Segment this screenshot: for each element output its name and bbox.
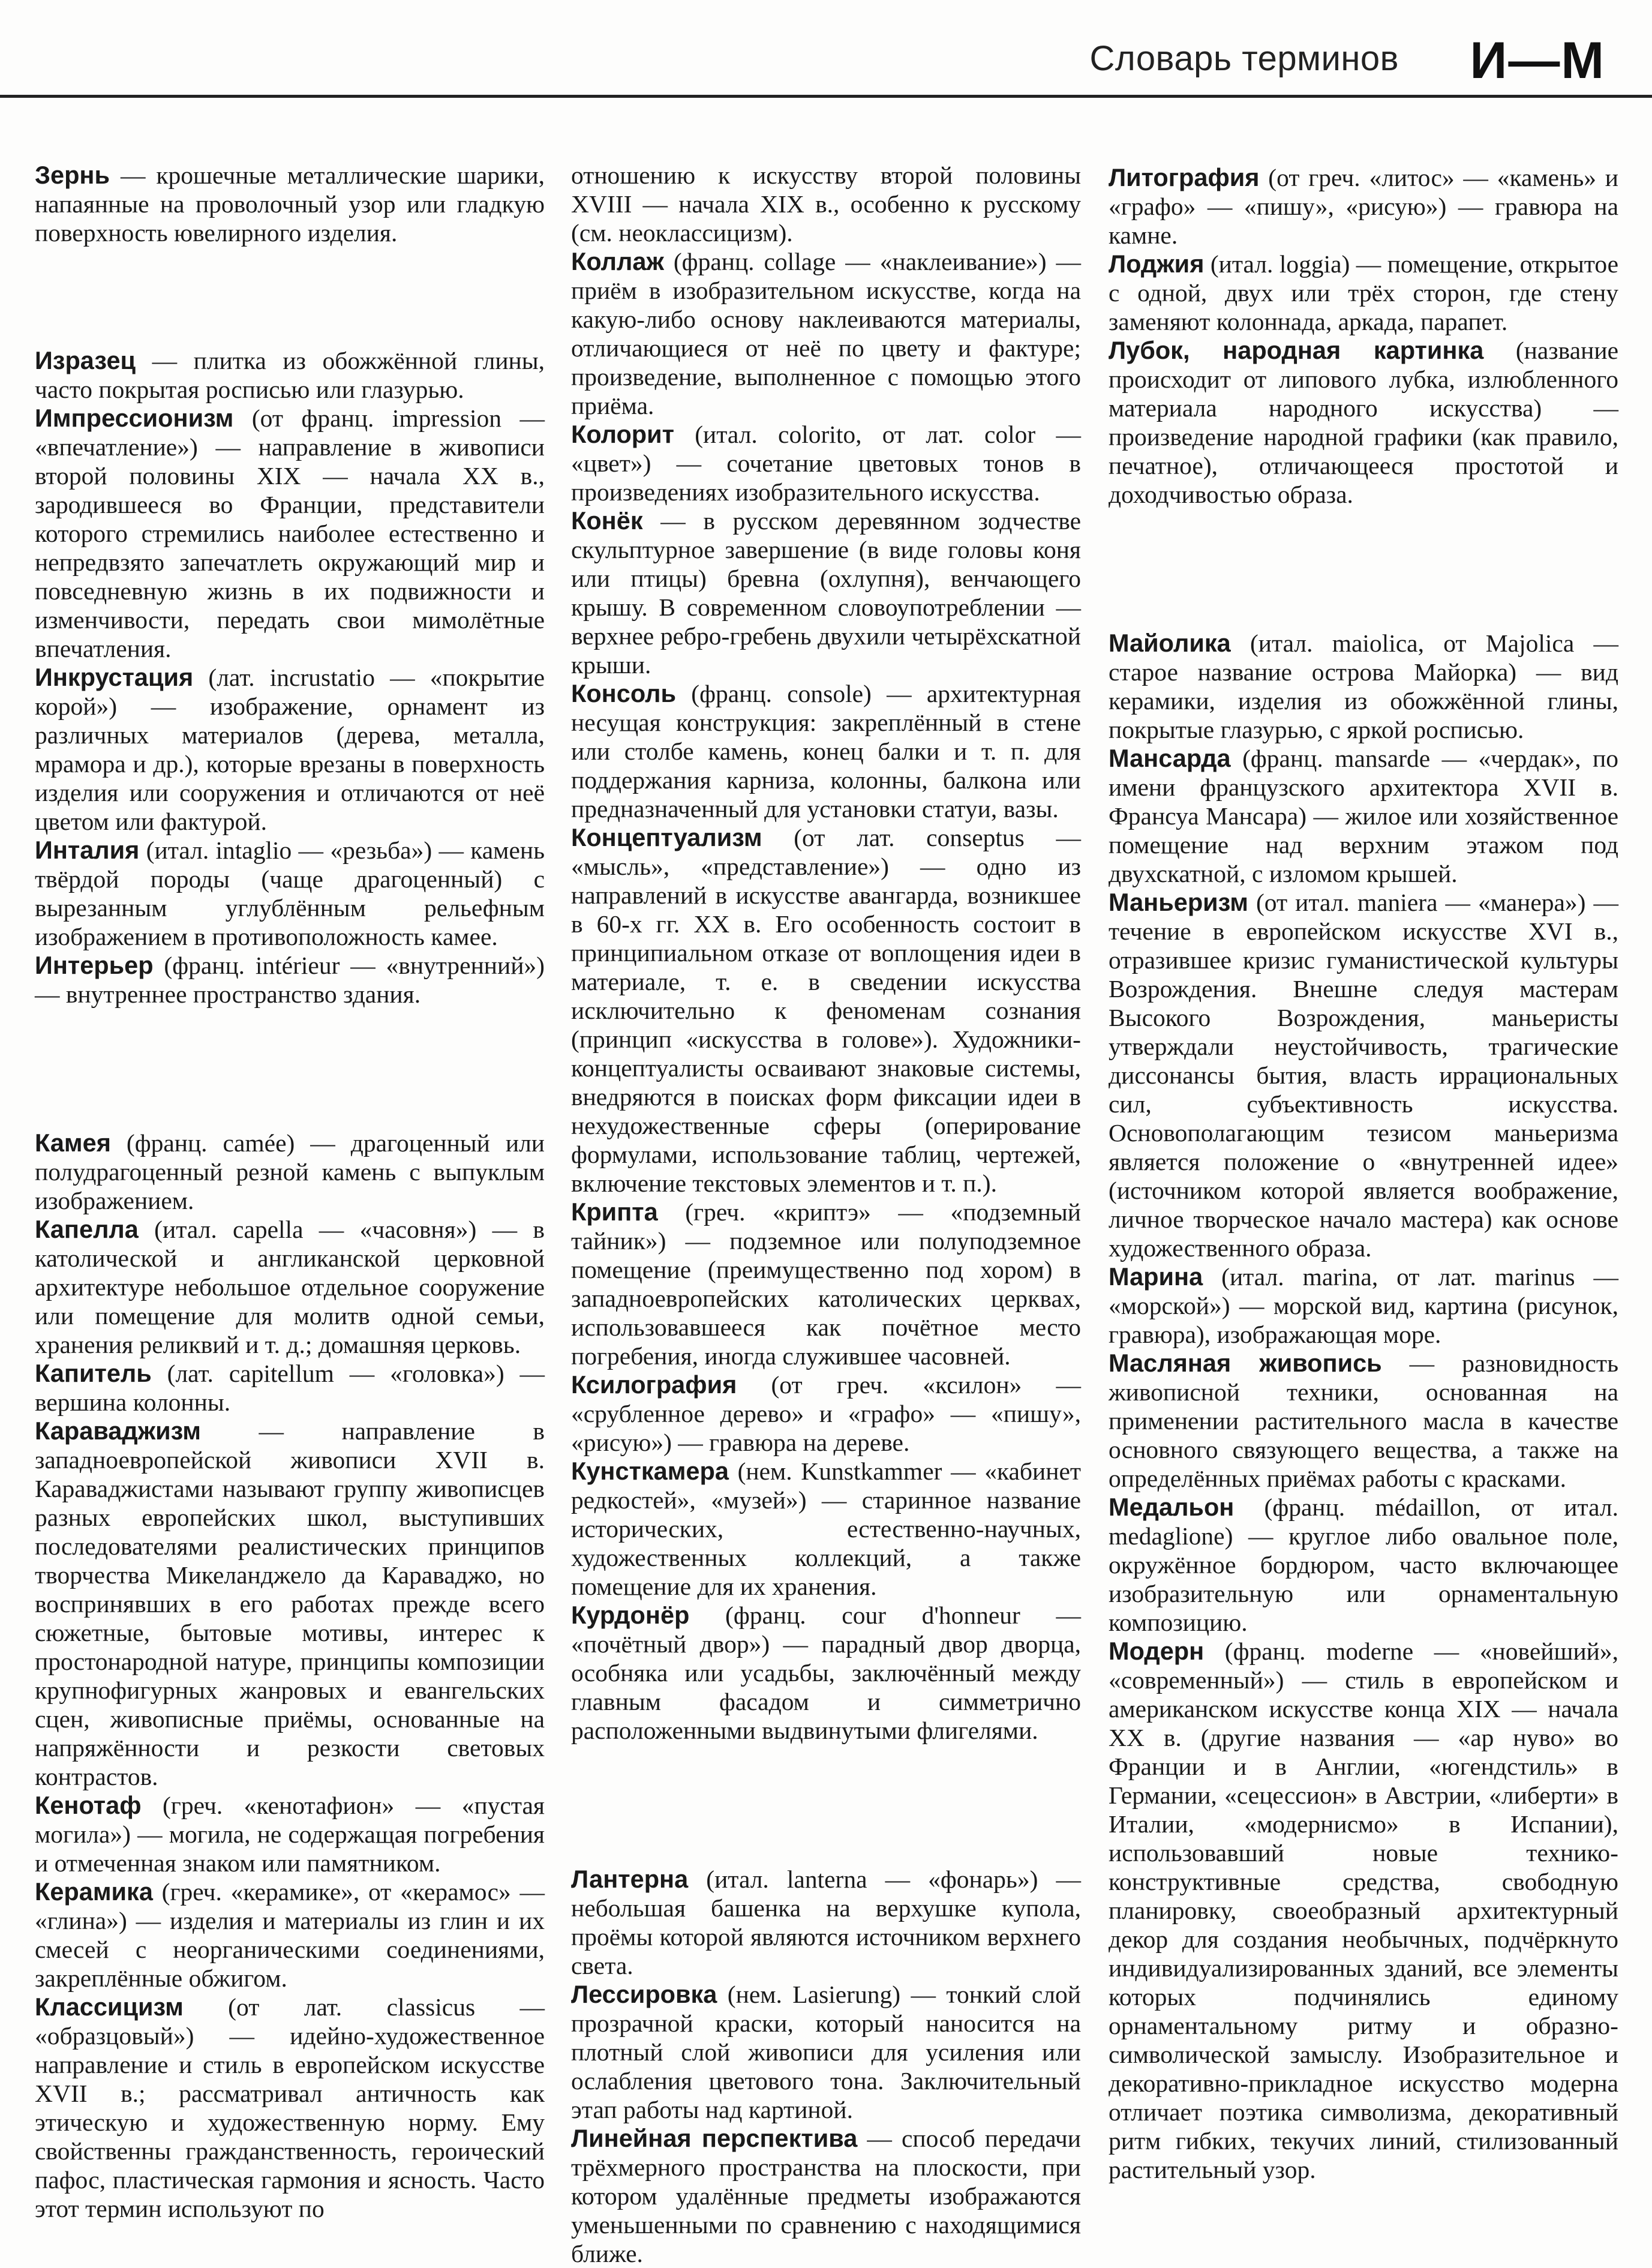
- entry-definition: (греч. «керамике», от «керамос» — «глина») — изделия и материалы из глин и их смесей с неорганическими соединениями, закреплённые обжигом.: [35, 1878, 545, 1992]
- glossary-entry: [571, 247, 1081, 420]
- page-header-title: Словарь терминов: [1089, 39, 1399, 78]
- entry-definition: (лат. capitellum — «головка») — вершина колонны.: [35, 1360, 545, 1416]
- entry-definition: (от греч. «ксилон» — «срубленное дерево» и «графо» — «пишу», «рисую») — гравюра на дереве.: [571, 1371, 1081, 1456]
- entry-definition: (греч. «кенотафион» — «пустая могила») — могила, не содержащая погребения и отмеченная знаком или памятником.: [35, 1792, 545, 1877]
- glossary-entry: [1109, 163, 1618, 250]
- entry-term: Инталия: [35, 836, 140, 864]
- entry-definition: — направление в западноевропейской живописи XVII в. Караваджистами называют группу живописцев разных европейских школ, выступивших последователями реалистических принципов творчества Микеланджело да Караваджо, но воспринявших в его работах прежде всего сюжетные, бытовые мотивы, интерес к простонародной натуре, принципы композиции крупнофигурных жанровых и евангельских сцен, живописные приёмы, основанные на напряжённости и резкости световых контрастов.: [35, 1417, 545, 1790]
- glossary-entry: [35, 1129, 545, 1215]
- glossary-entry: [35, 1993, 545, 2223]
- section-gap: [1109, 509, 1618, 629]
- entry-definition: (итал. marina, от лат. marinus — «морской») — морской вид, картина (рисунок, гравюра), изображающая море.: [1109, 1263, 1618, 1348]
- entry-definition: (нем. Kunstkammer — «кабинет редкостей», «музей») — старинное название исторических, естественно-научных, художественных коллекций, а также помещение для их хранения.: [571, 1457, 1081, 1600]
- glossary-entry: [571, 1370, 1081, 1457]
- entry-term: Кунсткамера: [571, 1457, 729, 1485]
- entry-term: Классицизм: [35, 1993, 184, 2021]
- glossary-entry: [571, 506, 1081, 679]
- glossary-entry: [1109, 250, 1618, 336]
- entry-term: Лубок, народная картинка: [1109, 336, 1484, 364]
- entry-term: Импрессионизм: [35, 404, 234, 432]
- entry-term: Интерьер: [35, 951, 154, 979]
- glossary-entry: [35, 404, 545, 663]
- entry-definition: (нем. Lasierung) — тонкий слой прозрачной краски, который наносится на плотный слой живописи для усиления или ослабления цветового тона. Заключительный этап работы над картиной.: [571, 1981, 1081, 2123]
- entry-definition: отношению к искусству второй половины XVIII — начала XIX в., особенно к русскому (см. неоклассицизм).: [571, 161, 1081, 247]
- glossary-entry: [571, 2124, 1081, 2268]
- glossary-entry: [35, 1791, 545, 1877]
- entry-term: Маньеризм: [1109, 888, 1248, 916]
- entry-term: Мансарда: [1109, 744, 1231, 772]
- entry-term: Модерн: [1109, 1637, 1205, 1665]
- entry-definition: — плитка из обожжённой глины, часто покрытая росписью или глазурью.: [35, 347, 545, 403]
- entry-definition: (итал. loggia) — помещение, открытое с одной, двух или трёх сторон, где стену заменяют колоннада, аркада, парапет.: [1109, 250, 1618, 335]
- entry-term: Лантерна: [571, 1865, 689, 1893]
- entry-term: Ксилография: [571, 1370, 737, 1399]
- glossary-entry: [35, 663, 545, 836]
- entry-term: Крипта: [571, 1198, 658, 1226]
- page-header-letters: И—М: [1470, 32, 1605, 89]
- section-gap: [35, 1009, 545, 1129]
- entry-definition: (итал. lanterna — «фонарь») — небольшая башенка на верхушке купола, проёмы которой являются источником верхнего света.: [571, 1865, 1081, 1979]
- glossary-entry: [1109, 1349, 1618, 1493]
- glossary-entry: [35, 161, 545, 247]
- entry-definition: (франц. cour d'honneur — «почётный двор») — парадный двор дворца, особняка или усадьбы, заключённый между главным фасадом и симметрично расположенными выдвинутыми флигелями.: [571, 1601, 1081, 1744]
- entry-term: Курдонёр: [571, 1601, 690, 1629]
- entry-definition: (от греч. «литос» — «камень» и «графо» — «пишу», «рисую») — гравюра на камне.: [1109, 164, 1618, 249]
- entry-definition: — разновидность живописной техники, основанная на применении растительного масла в качестве основного связующего вещества, а также на определённых приёмах работы с красками.: [1109, 1349, 1618, 1492]
- entry-term: Коллаж: [571, 247, 664, 275]
- glossary-entry: [35, 951, 545, 1009]
- entry-term: Линейная перспектива: [571, 2124, 858, 2152]
- entry-term: Майолика: [1109, 629, 1231, 657]
- glossary-entry: [571, 679, 1081, 823]
- glossary-entry: [35, 346, 545, 404]
- glossary-entry: [1109, 629, 1618, 744]
- glossary-entry: [1109, 744, 1618, 888]
- entry-term: Масляная живопись: [1109, 1349, 1382, 1377]
- entry-term: Концептуализм: [571, 823, 762, 851]
- entry-definition: (лат. incrustatio — «покрытие корой») — изображение, орнамент из различных материалов (дерева, металла, мрамора и др.), которые врезаны в поверхность изделия или сооружения и отличаются от неё цветом или фактурой.: [35, 664, 545, 835]
- entry-definition: (от лат. classicus — «образцовый») — идейно-художественное направление и стиль в европейском искусстве XVII в.; рассматривал античность как этическую и художественную норму. Ему свойственны гражданственность, героический пафос, пластическая гармония и ясность. Часто этот термин используют по: [35, 1993, 545, 2222]
- entry-definition: — способ передачи трёхмерного пространства на плоскости, при котором удалённые предметы изображаются уменьшенными по сравнению с находящимися ближе.: [571, 2125, 1082, 2267]
- entry-term: Караваджизм: [35, 1417, 201, 1445]
- column-3: [1109, 163, 1618, 2184]
- entry-definition: (франц. intérieur — «внутренний») — внутреннее пространство здания.: [35, 952, 545, 1008]
- glossary-entry: [35, 1417, 545, 1791]
- glossary-entry: [571, 1457, 1081, 1601]
- entry-definition: (итал. colorito, от лат. color — «цвет») — сочетание цветовых тонов в произведениях изобразительного искусства.: [571, 421, 1081, 506]
- glossary-entry: [1109, 336, 1618, 509]
- entry-term: Колорит: [571, 420, 674, 448]
- glossary-entry: [571, 161, 1081, 247]
- entry-definition: (франц. mansarde — «чердак», по имени французского архитектора XVII в. Франсуа Мансара) — жилое или хозяйственное помещение над верхним этажом под двухскатной, с изломом крышей.: [1109, 745, 1618, 887]
- entry-definition: (франц. camée) — драгоценный или полудрагоценный резной камень с выпуклым изображением.: [35, 1129, 545, 1214]
- entry-definition: (от франц. impression — «впечатление») — направление в живописи второй половины XIX — начала XX в., зародившееся во Франции, представители которого стремились наиболее естественно и непредвзято запечатлеть окружающий мир и повседневную жизнь в их подвижности и изменчивости, передать свои мимолётные впечатления.: [35, 404, 545, 662]
- glossary-entry: [35, 836, 545, 951]
- glossary-entry: [1109, 1262, 1618, 1349]
- entry-definition: (франц. collage — «наклеивание») — приём в изобразительном искусстве, когда на какую-либо основу наклеиваются материалы, отличающиеся от неё по цвету и фактуре; произведение, выполненное с помощью этого приёма.: [571, 248, 1081, 419]
- entry-definition: (итал. capella — «часовня») — в католической и англиканской церковной архитектуре небольшое отдельное сооружение или помещение для молитв одной семьи, хранения реликвий и т. д.; домашняя церковь.: [35, 1216, 545, 1358]
- entry-term: Камея: [35, 1129, 111, 1157]
- entry-term: Инкрустация: [35, 663, 194, 691]
- entry-definition: (франц. console) — архитектурная несущая конструкция: закреплённый в стене или столбе камень, конец балки и т. п. для поддержания карниза, колонны, балкона или предназначенный для установки статуи, вазы.: [571, 680, 1081, 823]
- entry-definition: (итал. intaglio — «резьба») — камень твёрдой породы (чаще драгоценный) с вырезанным углублённым рельефным изображением в противоположность камее.: [35, 836, 545, 950]
- entry-term: Конёк: [571, 506, 643, 535]
- glossary-entry: [1109, 888, 1618, 1262]
- entry-definition: (франц. moderne — «новейший», «современный») — стиль в европейском и американском искусстве конца XIX — начала XX в. (другие названия — «ар нуво» во Франции и в Англии, «югендстиль» в Германии, «сецессион» в Австрии, «либерти» в Италии, «модернисмо» в Испании), использовавший новые технико-конструктивные средства, свободную планировку, своеобразный архитектурный декор для создания необычных, подчёркнуто индивидуализированных зданий, все элементы которых подчинялись единому орнаментальному ритму и образно-символической замыслу. Изобразительное и декоративно-прикладное искусство модерна отличает поэтика символизма, декоративный ритм гибких, текучих линий, стилизованный растительный узор.: [1109, 1637, 1618, 2183]
- entry-term: Зернь: [35, 161, 110, 189]
- entry-term: Кенотаф: [35, 1791, 142, 1819]
- entry-term: Медальон: [1109, 1493, 1235, 1521]
- header-rule: [0, 95, 1652, 98]
- glossary-entry: [571, 823, 1081, 1198]
- glossary-entry: [35, 1359, 545, 1417]
- entry-term: Литография: [1109, 163, 1260, 191]
- column-1: [35, 161, 545, 2223]
- entry-term: Капитель: [35, 1359, 152, 1387]
- entry-term: Изразец: [35, 346, 136, 374]
- glossary-entry: [35, 1215, 545, 1359]
- entry-definition: (от лат. conseptus — «мысль», «представление») — одно из направлений в искусстве авангарда, возникшее в 60-х гг. XX в. Его особенность состоит в принципиальном отказе от воплощения идеи в материале, т. е. в сведении искусства исключительно к феноменам сознания (принцип «искусства в голове»). Художники-концептуалисты осваивают знаковые системы, внедряются в поисках форм фиксации идеи в нехудожественные сферы (оперирование формулами, использование таблиц, чертежей, включение текстовых элементов и т. п.).: [571, 824, 1081, 1197]
- entry-term: Лоджия: [1109, 250, 1205, 278]
- glossary-entry: [1109, 1637, 1618, 2184]
- entry-definition: (греч. «криптэ» — «подземный тайник») — подземное или полуподземное помещение (преимущественно под хором) в западноевропейских католических церквах, использовавшееся как почётное место погребения, иногда служившее часовней.: [571, 1198, 1081, 1370]
- entry-term: Керамика: [35, 1877, 153, 1906]
- entry-term: Марина: [1109, 1262, 1203, 1291]
- glossary-entry: [571, 1865, 1081, 1980]
- entry-term: Капелла: [35, 1215, 139, 1243]
- entry-definition: — крошечные металлические шарики, напаянные на проволочный узор или гладкую поверхность ювелирного изделия.: [35, 161, 545, 247]
- column-2: [571, 161, 1081, 2268]
- entry-definition: — в русском деревянном зодчестве скульптурное завершение (в виде головы коня или птицы) бревна (охлупня), венчающего крышу. В современном словоупотреблении — верхнее ребро-гребень двухили четырёхскатной крыши.: [571, 507, 1081, 679]
- section-gap: [35, 247, 545, 346]
- glossary-entry: [35, 1877, 545, 1993]
- entry-definition: (франц. médaillon, от итал. medaglione) — круглое либо овальное поле, окружённое бордюром, часто включающее изобразительную или орнаментальную композицию.: [1109, 1493, 1618, 1636]
- entry-term: Лессировка: [571, 1980, 717, 2008]
- glossary-entry: [1109, 1493, 1618, 1637]
- entry-term: Консоль: [571, 679, 677, 707]
- entry-definition: (итал. maiolica, от Majolica — старое название острова Майорка) — вид керамики, изделия из обожжённой глины, покрытые глазурью, с яркой росписью.: [1109, 629, 1618, 743]
- entry-definition: (от итал. maniera — «манера») — течение в европейском искусстве XVI в., отразившее кризис гуманистической культуры Возрождения. Внешне следуя мастерам Высокого Возрождения, маньеристы утверждали неустойчивость, трагические диссонансы бытия, власть иррациональных сил, субъективность искусства. Основополагающим тезисом маньеризма является положение о «внутренней идее» (источником которой является воображение, личное творческое начало мастера) как основе художественного образа.: [1109, 889, 1618, 1262]
- section-gap: [571, 1745, 1081, 1865]
- glossary-entry: [571, 1198, 1081, 1370]
- glossary-entry: [571, 1980, 1081, 2124]
- entry-definition: (название происходит от липового лубка, излюбленного материала народного искусства) — произведение народной графики (как правило, печатное), отличающееся простотой и доходчивостью образа.: [1109, 337, 1618, 508]
- glossary-entry: [571, 420, 1081, 506]
- glossary-entry: [571, 1601, 1081, 1745]
